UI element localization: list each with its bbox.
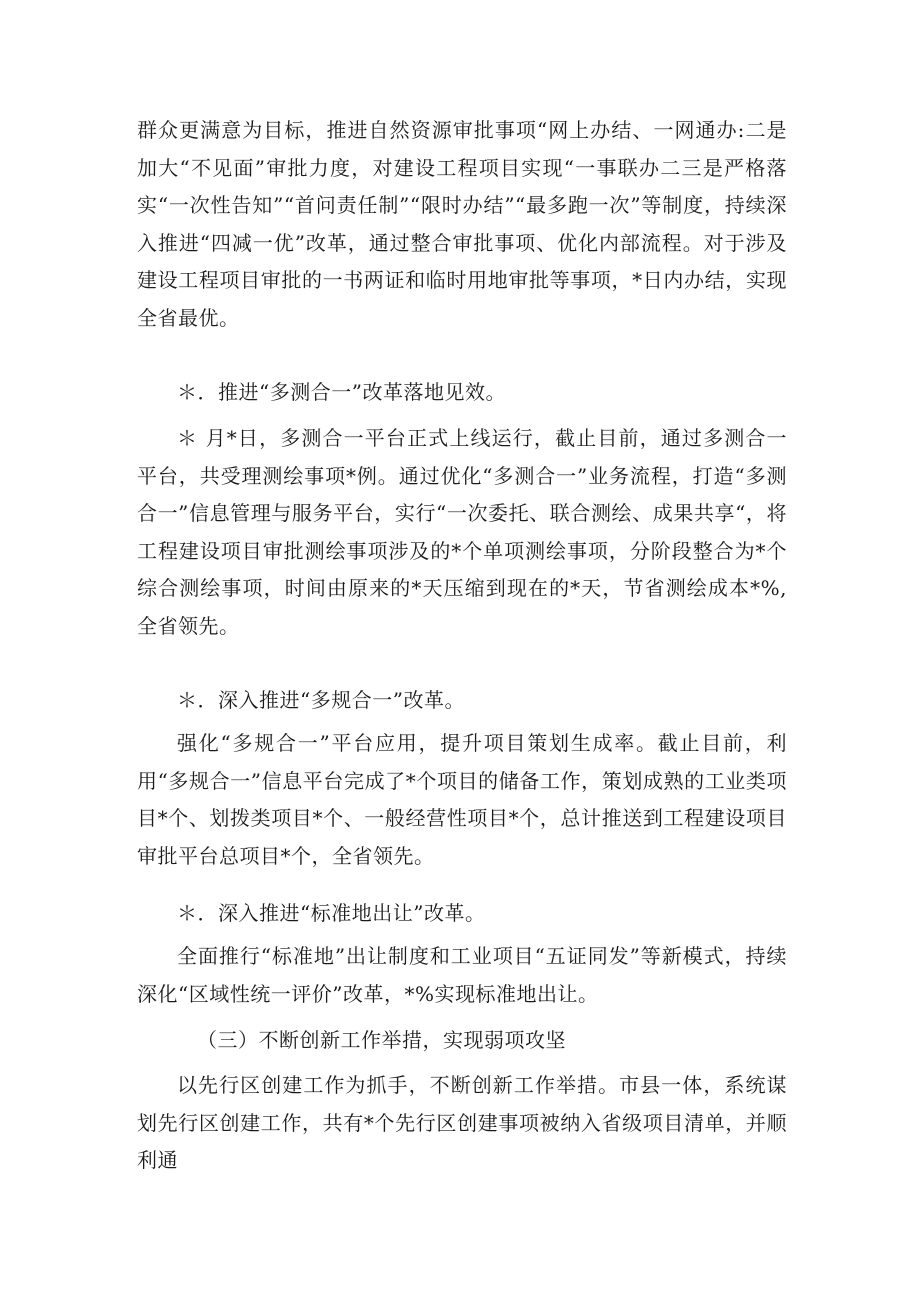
- paragraph-multi-survey: ＊ 月*日，多测合一平台正式上线运行，截止目前，通过多测合一平台，共受理测绘事项*例。通过优化“多测合一”业务流程，打造“多测合一”信息管理与服务平台，实行“一次委托、联合测绘、成果共享“，将工程建设项目审批测绘事项涉及的*个单项测绘事项，分阶段整合为*个综合测绘事项，时间由原来的*天压缩到现在的*天，节省测绘成本*%,全省领先。: [137, 426, 787, 638]
- item-heading-multi-survey: ＊．推进“多测合一”改革落地见效。: [177, 380, 506, 404]
- item-heading-standard-land: ＊．深入推进“标准地出让”改革。: [177, 901, 486, 925]
- paragraph-pilot-zone: 以先行区创建工作为抓手，不断创新工作举措。市县一体，系统谋划先行区创建工作，共有*个先行区创建事项被纳入省级项目清单，并顺利通: [137, 1073, 787, 1172]
- paragraph-standard-land: 全面推行“标准地”出让制度和工业项目“五证同发”等新模式，持续深化“区域性统一评价”改革，*%实现标准地出让。: [137, 944, 787, 1006]
- paragraph-multi-plan: 强化“多规合一”平台应用，提升项目策划生成率。截止目前，利用“多规合一”信息平台完成了*个项目的储备工作，策划成熟的工业类项目*个、划拨类项目*个、一般经营性项目*个，总计推送到工程建设项目审批平台总项目*个，全省领先。: [137, 731, 787, 868]
- section-heading-3: （三）不断创新工作举措，实现弱项攻坚: [197, 1028, 566, 1052]
- paragraph-approval-reform: 群众更满意为目标，推进自然资源审批事项“网上办结、一网通办:二是加大“不见面”审批力度，对建设工程项目实现“一事联办二三是严格落实“一次性告知”“首问责任制”“限时办结”“最多跑一次”等制度，持续深入推进“四减一优”改革，通过整合审批事项、优化内部流程。对于涉及建设工程项目审批的一书两证和临时用地审批等事项，*日内办结，实现全省最优。: [137, 118, 787, 330]
- item-heading-multi-plan: ＊．深入推进“多规合一”改革。: [177, 688, 465, 712]
